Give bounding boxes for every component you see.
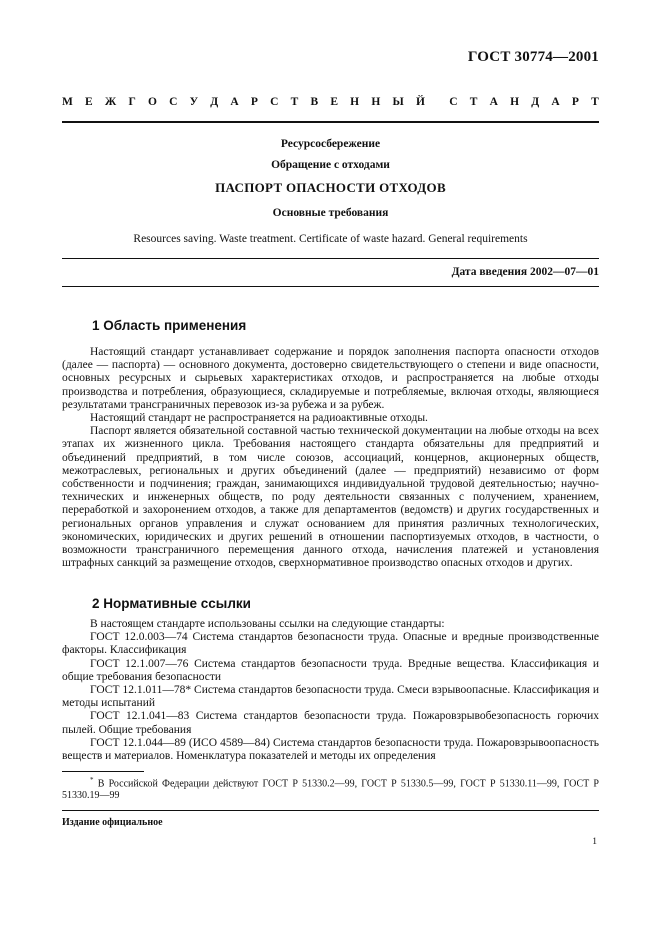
banner-letter: Н xyxy=(371,96,381,108)
banner-letter: А xyxy=(489,96,498,108)
footnote-marker: * xyxy=(90,776,94,784)
banner-letter: С xyxy=(270,96,279,108)
banner-letter: Д xyxy=(531,96,540,108)
reference-item: ГОСТ 12.0.003—74 Система стандартов безопасности труда. Опасные и вредные производственные факторы. Классификация xyxy=(62,631,599,657)
banner-letter: Ы xyxy=(392,96,404,108)
section-2-heading: 2 Нормативные ссылки xyxy=(92,596,251,611)
paragraph: Настоящий стандарт не распространяется на радиоактивные отходы. xyxy=(90,412,428,425)
banner-letter: Т xyxy=(290,96,299,108)
banner-letter: Н xyxy=(350,96,360,108)
banner-letter: А xyxy=(230,96,239,108)
banner-letter: С xyxy=(449,96,458,108)
banner-letter: Е xyxy=(330,96,338,108)
banner-letter: Р xyxy=(250,96,258,108)
banner-letter: О xyxy=(147,96,157,108)
footnote-text: В Российской Федерации действуют ГОСТ Р 51330.2—99, ГОСТ Р 51330.5—99, ГОСТ Р 51330.11—99, ГОСТ Р 51330.19—99 xyxy=(62,778,599,802)
document-title: ПАСПОРТ ОПАСНОСТИ ОТХОДОВ xyxy=(215,180,446,195)
title-line-2: Обращение с отходами xyxy=(271,159,390,171)
banner-letter: Г xyxy=(128,96,136,108)
banner-letter: Н xyxy=(510,96,520,108)
page-number: 1 xyxy=(592,837,597,847)
reference-item: ГОСТ 12.1.041—83 Система стандартов безопасности труда. Пожаровзрывобезопасность горючих пылей. Общие требования xyxy=(62,710,599,736)
date-divider xyxy=(62,286,599,287)
reference-item: ГОСТ 12.1.011—78* Система стандартов безопасности труда. Смеси взрывоопасные. Классификация и методы испытаний xyxy=(62,684,599,710)
section-1-body xyxy=(62,346,599,570)
header-divider xyxy=(62,121,599,123)
title-divider xyxy=(62,258,599,259)
paragraph: В настоящем стандарте использованы ссылки на следующие стандарты: xyxy=(90,618,445,630)
banner-letter: Д xyxy=(210,96,219,108)
interstate-standard-banner xyxy=(62,96,599,108)
english-title: Resources saving. Waste treatment. Certificate of waste hazard. General requirements xyxy=(133,233,528,245)
banner-letter: Р xyxy=(571,96,579,108)
footer-divider xyxy=(62,810,599,811)
introduction-date: Дата введения 2002—07—01 xyxy=(451,266,599,278)
edition-label: Издание официальное xyxy=(62,817,163,828)
reference-item: ГОСТ 12.1.044—89 (ИСО 4589—84) Система стандартов безопасности труда. Пожаровзрывоопасность веществ и материалов. Номенклатура показателей и методы их определения xyxy=(62,736,599,763)
paragraph: Настоящий стандарт устанавливает содержание и порядок заполнения паспорта опасности отходов (далее — паспорта) — основного документа, достоверно свидетельствующего о степени и виде опасности, основных ресурсных и сырьевых характеристиках отходов, и распространяется на любые отходы производства и потребления, образующиеся, складируемые и потребляемые, включая отходы, являющиеся результатами трансграничных перевозок из-за рубежа и за рубеж. xyxy=(62,346,599,411)
banner-letter: Ж xyxy=(104,96,117,108)
banner-letter: Й xyxy=(415,96,425,108)
section-1-heading: 1 Область применения xyxy=(92,318,247,333)
footnote-divider xyxy=(62,771,144,772)
gost-code: ГОСТ 30774—2001 xyxy=(467,49,599,65)
banner-letter: С xyxy=(169,96,178,108)
banner-letter: Т xyxy=(591,96,599,108)
reference-item: ГОСТ 12.1.007—76 Система стандартов безопасности труда. Вредные вещества. Классификация и общие требования безопасности xyxy=(62,657,599,683)
banner-letter: Т xyxy=(469,96,478,108)
document-subtitle: Основные требования xyxy=(272,207,389,219)
banner-letter: А xyxy=(551,96,560,108)
banner-letter: М xyxy=(62,96,73,108)
banner-letter: Е xyxy=(85,96,93,108)
banner-letter: У xyxy=(189,96,199,108)
paragraph: Паспорт является обязательной составной частью технической документации на любые отходы на всех этапах их жизненного цикла. Требования настоящего стандарта обязательны для предприятий и объединений предприятий, в том числе союзов, ассоциаций, концернов, акционерных обществ, межотраслевых, региональных и других объединений (далее — предприятий) независимо от форм собственности и подчинения; граждан, занимающихся индивидуальной трудовой деятельностью; научно-технических и инженерных обществ, по роду деятельности связанных с получением, хранением, переработкой и захоронением отходов, а также для департаментов (ведомств) и других государственных и региональных органов управления и служат основанием для принятия различных технологических, экономических, юридических и других решений в отношении паспортизуемых отходов, в частности, о возможности трансграничного перемещения данного отхода, начисления платежей и установления штрафных санкций за размещение отходов, сверхнормативное производство опасных отходов и других. xyxy=(62,425,599,570)
banner-letter: В xyxy=(310,96,319,108)
title-line-1: Ресурсосбережение xyxy=(280,138,381,150)
footnote xyxy=(62,774,599,802)
section-2-body xyxy=(62,618,599,763)
